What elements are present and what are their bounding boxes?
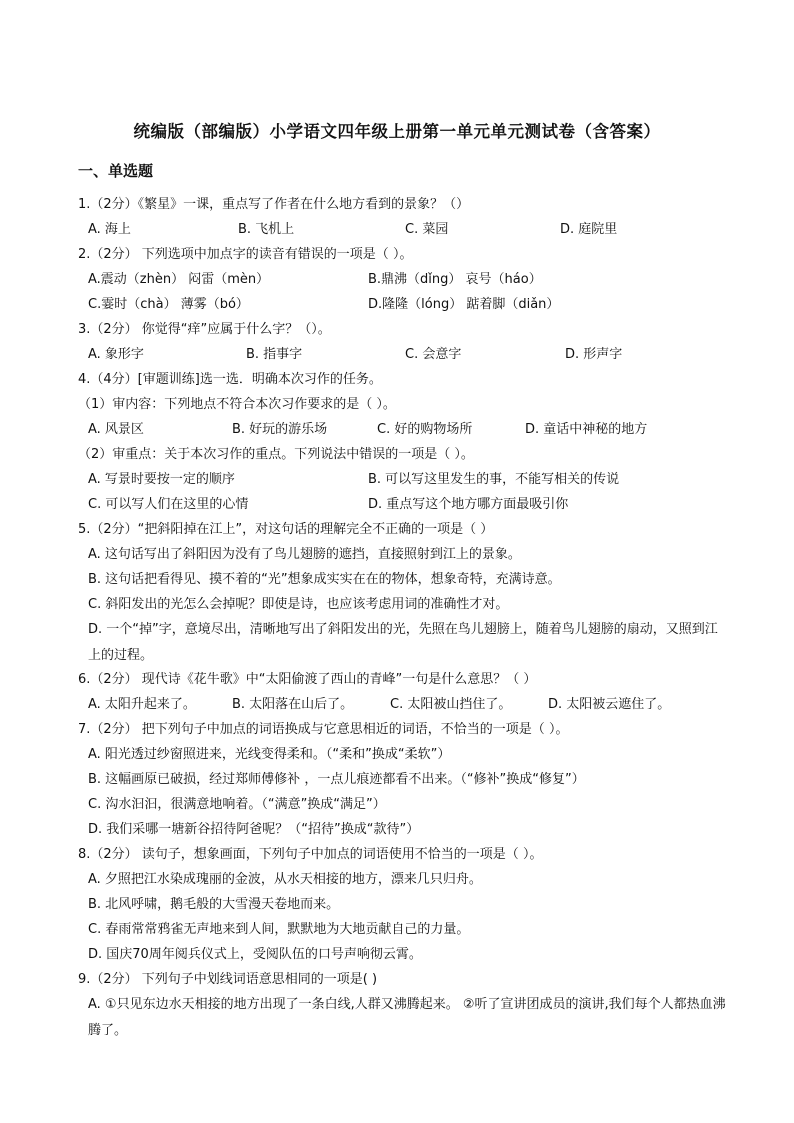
q8-option-a: A. 夕照把江水染成瑰丽的金波，从水天相接的地方，漂来几只归舟。 xyxy=(88,872,482,887)
q4-sub1-stem: （1）审内容：下列地点不符合本次习作要求的是（ ）。 xyxy=(78,397,396,412)
q5-option-c: C. 斜阳发出的光怎么会掉呢？即使是诗，也应该考虑用词的准确性才对。 xyxy=(88,597,509,612)
q4-sub1-option-d: D. 童话中神秘的地方 xyxy=(525,422,648,437)
q3-option-c: C. 会意字 xyxy=(405,347,462,362)
q5-option-b: B. 这句话把看得见、摸不着的“光”想象成实实在在的物体，想象奇特，充满诗意。 xyxy=(88,572,561,587)
page-title: 统编版（部编版）小学语文四年级上册第一单元单元测试卷（含答案） xyxy=(133,122,661,141)
question-7-stem: 7.（2分） 把下列句子中加点的词语换成与它意思相近的词语，不恰当的一项是（ ）。 xyxy=(78,722,569,737)
q4-sub2-option-a: A. 写景时要按一定的顺序 xyxy=(88,472,235,487)
q4-sub2-option-d: D. 重点写这个地方哪方面最吸引你 xyxy=(368,497,569,512)
q7-option-a: A. 阳光透过纱窗照进来，光线变得柔和。（“柔和”换成“柔软”） xyxy=(88,747,451,762)
question-3-stem: 3.（2分） 你觉得“痒”应属于什么字？（）。 xyxy=(78,322,331,337)
q7-option-b: B. 这幅画原已破损，经过郑师傅修补 ，一点儿痕迹都看不出来。（“修补”换成“修复”） xyxy=(88,772,585,787)
q3-option-b: B. 指事字 xyxy=(246,347,303,362)
q7-option-d: D. 我们采哪一塘新谷招待阿爸呢？（“招待”换成“款待”） xyxy=(88,822,420,837)
question-5-stem: 5.（2分）“把斜阳掉在江上”，对这句话的理解完全不正确的一项是（ ） xyxy=(78,522,494,537)
q4-sub1-option-c: C. 好的购物场所 xyxy=(377,422,473,437)
q7-option-c: C. 沟水汩汩，很满意地响着。（“满意”换成“满足”） xyxy=(88,797,386,812)
q1-option-d: D. 庭院里 xyxy=(560,222,618,237)
question-9-stem: 9.（2分） 下列句子中划线词语意思相同的一项是( ) xyxy=(78,972,378,987)
q8-option-b: B. 北风呼啸，鹅毛般的大雪漫天卷地而来。 xyxy=(88,897,340,912)
q1-option-b: B. 飞机上 xyxy=(238,222,295,237)
question-8-stem: 8.（2分） 读句子，想象画面，下列句子中加点的词语使用不恰当的一项是（ ）。 xyxy=(78,847,543,862)
q6-option-c: C. 太阳被山挡住了。 xyxy=(390,697,512,712)
question-6-stem: 6.（2分） 现代诗《花牛歌》中“太阳偷渡了西山的青峰”一句是什么意思？（ ） xyxy=(78,672,537,687)
q8-option-c: C. 春雨常常鸦雀无声地来到人间，默默地为大地贡献自己的力量。 xyxy=(88,922,470,937)
q8-option-d: D. 国庆70周年阅兵仪式上，受阅队伍的口号声响彻云霄。 xyxy=(88,947,422,962)
q2-option-c: C.霎时（chà） 薄雾（bó） xyxy=(88,297,249,312)
q5-option-a: A. 这句话写出了斜阳因为没有了鸟儿翅膀的遮挡，直接照射到江上的景象。 xyxy=(88,547,521,562)
section-heading: 一、单选题 xyxy=(78,162,154,180)
question-1-stem: 1.（2分）《繁星》一课，重点写了作者在什么地方看到的景象？（） xyxy=(78,197,470,212)
q2-option-a: A.震动（zhèn） 闷雷（mèn） xyxy=(88,272,270,287)
q3-option-d: D. 形声字 xyxy=(565,347,623,362)
q9-option-a: A. ①只见东边水天相接的地方出现了一条白线,人群又沸腾起来。 ②听了宣讲团成员的演讲,我们每个人都热血沸腾了。 xyxy=(88,997,726,1038)
q1-option-a: A. 海上 xyxy=(88,222,131,237)
q1-option-c: C. 菜园 xyxy=(405,222,449,237)
q4-sub1-option-b: B. 好玩的游乐场 xyxy=(232,422,328,437)
question-2-stem: 2.（2分） 下列选项中加点字的读音有错误的一项是（ ）。 xyxy=(78,247,413,262)
q2-option-d: D.隆隆（lóng） 踮着脚（diǎn） xyxy=(368,297,560,312)
q3-option-a: A. 象形字 xyxy=(88,347,144,362)
q5-option-d: D. 一个“掉”字，意境尽出，清晰地写出了斜阳发出的光，先照在鸟儿翅膀上，随着鸟儿翅膀的扇动，又照到江上的过程。 xyxy=(88,622,718,663)
q4-sub1-option-a: A. 风景区 xyxy=(88,422,144,437)
q2-option-b: B.鼎沸（dǐng） 哀号（háo） xyxy=(368,272,542,287)
question-4-stem: 4.（4分）[审题训练]选一选．明确本次习作的任务。 xyxy=(78,372,382,387)
q6-option-a: A. 太阳升起来了。 xyxy=(88,697,196,712)
q4-sub2-stem: （2）审重点：关于本次习作的重点。下列说法中错误的一项是（ ）。 xyxy=(78,447,474,462)
q6-option-b: B. 太阳落在山后了。 xyxy=(232,697,354,712)
q6-option-d: D. 太阳被云遮住了。 xyxy=(548,697,671,712)
q4-sub2-option-b: B. 可以写这里发生的事，不能写相关的传说 xyxy=(368,472,620,487)
q4-sub2-option-c: C. 可以写人们在这里的心情 xyxy=(88,497,249,512)
